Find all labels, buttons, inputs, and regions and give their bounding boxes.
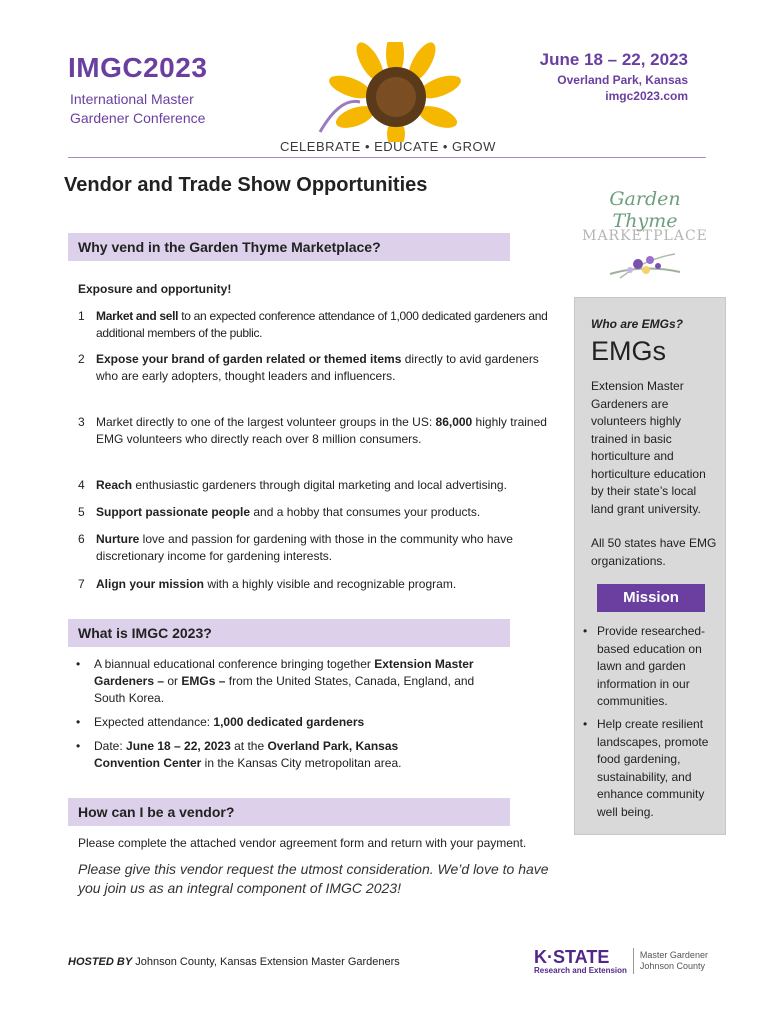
hosted-label: HOSTED BY [68, 956, 133, 968]
location-text: Overland Park, Kansas [557, 73, 688, 87]
text: at the [230, 739, 268, 753]
text-bold: EMGs – [181, 674, 226, 688]
text-bold: 1,000 dedicated gardeners [213, 715, 365, 729]
emg-sidebar [574, 297, 726, 835]
master-gardener-label [640, 950, 708, 972]
text: from the United States, Canada, England, and South Korea. [94, 674, 475, 705]
sidebar-paragraph: All 50 states have EMG organizations. [591, 536, 717, 568]
item-text: love and passion for gardening with those in the community who have discretionary income for gardening interests. [96, 532, 513, 563]
logo-line2: MARKETPLACE [582, 228, 708, 244]
kstate-sub: Research and Extension [534, 965, 627, 975]
bullet-icon: • [76, 657, 81, 671]
bullet-icon: • [76, 715, 81, 729]
sidebar-description [591, 378, 719, 570]
vendor-instructions: Please complete the attached vendor agreement form and return with your payment. [78, 836, 527, 850]
item-number: 3 [78, 415, 85, 429]
list-item [76, 714, 516, 731]
item-bold: Nurture [96, 532, 140, 546]
item-bold: Align your mission [96, 577, 205, 591]
mission-item [583, 623, 721, 711]
item-number: 7 [78, 577, 85, 591]
mg-line1: Master Gardener [639, 950, 708, 960]
item-bold: Expose your brand of garden related or themed items [96, 352, 402, 366]
mission-text: Help create resilient landscapes, promote food gardening, sustainability, and enhance community well being. [597, 717, 709, 819]
section-how-vendor: How can I be a vendor? [68, 798, 510, 826]
text: in the Kansas City metropolitan area. [201, 756, 402, 770]
item-number: 5 [78, 505, 85, 519]
text: or [164, 674, 182, 688]
mission-item [583, 716, 721, 821]
item-bold: Support passionate people [96, 505, 251, 519]
text-bold: Extension Master Gardeners – [94, 657, 474, 688]
text-bold: Overland Park, Kansas Convention Center [94, 739, 399, 770]
list-item [76, 656, 476, 707]
hosted-by [68, 956, 400, 968]
item-number: 2 [78, 352, 85, 366]
text: Date: [94, 739, 127, 753]
mission-text: Provide researched-based education on lawn and garden information in our communities. [597, 624, 706, 708]
header-divider [68, 157, 706, 158]
conference-location [557, 72, 688, 104]
item-text: highly trained EMG volunteers who directly reach over 8 million consumers. [96, 415, 547, 446]
text-bold: June 18 – 22, 2023 [126, 739, 231, 753]
hosted-text: Johnson County, Kansas Extension Master Gardeners [132, 956, 400, 968]
conference-dates: June 18 – 22, 2023 [539, 50, 688, 69]
list-item [78, 576, 548, 593]
sidebar-heading: EMGs [591, 336, 667, 366]
bullet-icon: • [583, 717, 588, 731]
item-text: with a highly visible and recognizable program. [204, 577, 457, 591]
conference-subtitle: International Master Gardener Conference [70, 91, 206, 126]
section-what-is: What is IMGC 2023? [68, 619, 510, 647]
item-text: directly to avid gardeners who are early adopters, thought leaders and influencers. [96, 352, 539, 383]
tagline: CELEBRATE • EDUCATE • GROW [280, 139, 496, 154]
item-text-pre: Market directly to one of the largest volunteer groups in the US: [96, 415, 436, 429]
item-bold: Reach [96, 478, 133, 492]
list-item [78, 308, 548, 342]
garden-thyme-logo [580, 188, 710, 268]
list-item [78, 531, 548, 565]
item-number: 6 [78, 532, 85, 546]
item-number: 4 [78, 478, 85, 492]
sidebar-paragraph: Extension Master Gardeners are volunteers highly trained in basic horticulture and horticulture education by their state’s local land grant university. [591, 379, 706, 516]
website-link[interactable]: imgc2023.com [605, 89, 688, 103]
sidebar-question: Who are EMGs? [591, 317, 684, 331]
kstate-wordmark: K·STATE [534, 946, 610, 967]
mg-line2: Johnson County [639, 961, 705, 971]
list-item [78, 477, 548, 494]
page-title: Vendor and Trade Show Opportunities [64, 174, 428, 196]
list-item [78, 504, 548, 521]
section-why-vend: Why vend in the Garden Thyme Marketplace? [68, 233, 510, 261]
text: Expected attendance: [94, 715, 214, 729]
item-number: 1 [78, 309, 85, 323]
conference-title: IMGC2023 [68, 52, 208, 83]
text: A biannual educational conference bringing together [94, 657, 375, 671]
flower-bouquet-icon [600, 244, 690, 284]
closing-statement: Please give this vendor request the utmost consideration. We’d love to have you join us as an integral component of IMGC 2023! [78, 861, 549, 896]
list-item [78, 351, 548, 385]
mission-label: Mission [597, 584, 705, 612]
list-item [78, 414, 548, 448]
item-text: and a hobby that consumes your products. [250, 505, 481, 519]
logo-divider [633, 948, 634, 974]
bullet-icon: • [583, 624, 588, 638]
item-bold: 86,000 [435, 415, 473, 429]
why-vend-lead: Exposure and opportunity! [78, 282, 232, 296]
item-text: enthusiastic gardeners through digital marketing and local advertising. [132, 478, 507, 492]
item-text: to an expected conference attendance of 1,000 dedicated gardeners and additional members of the public. [96, 309, 548, 340]
sunflower-icon [300, 42, 480, 142]
list-item [76, 738, 436, 772]
bullet-icon: • [76, 739, 81, 753]
item-bold: Market and sell [96, 309, 179, 323]
logo-line1: Garden Thyme [609, 188, 681, 232]
kstate-logo [534, 946, 714, 976]
